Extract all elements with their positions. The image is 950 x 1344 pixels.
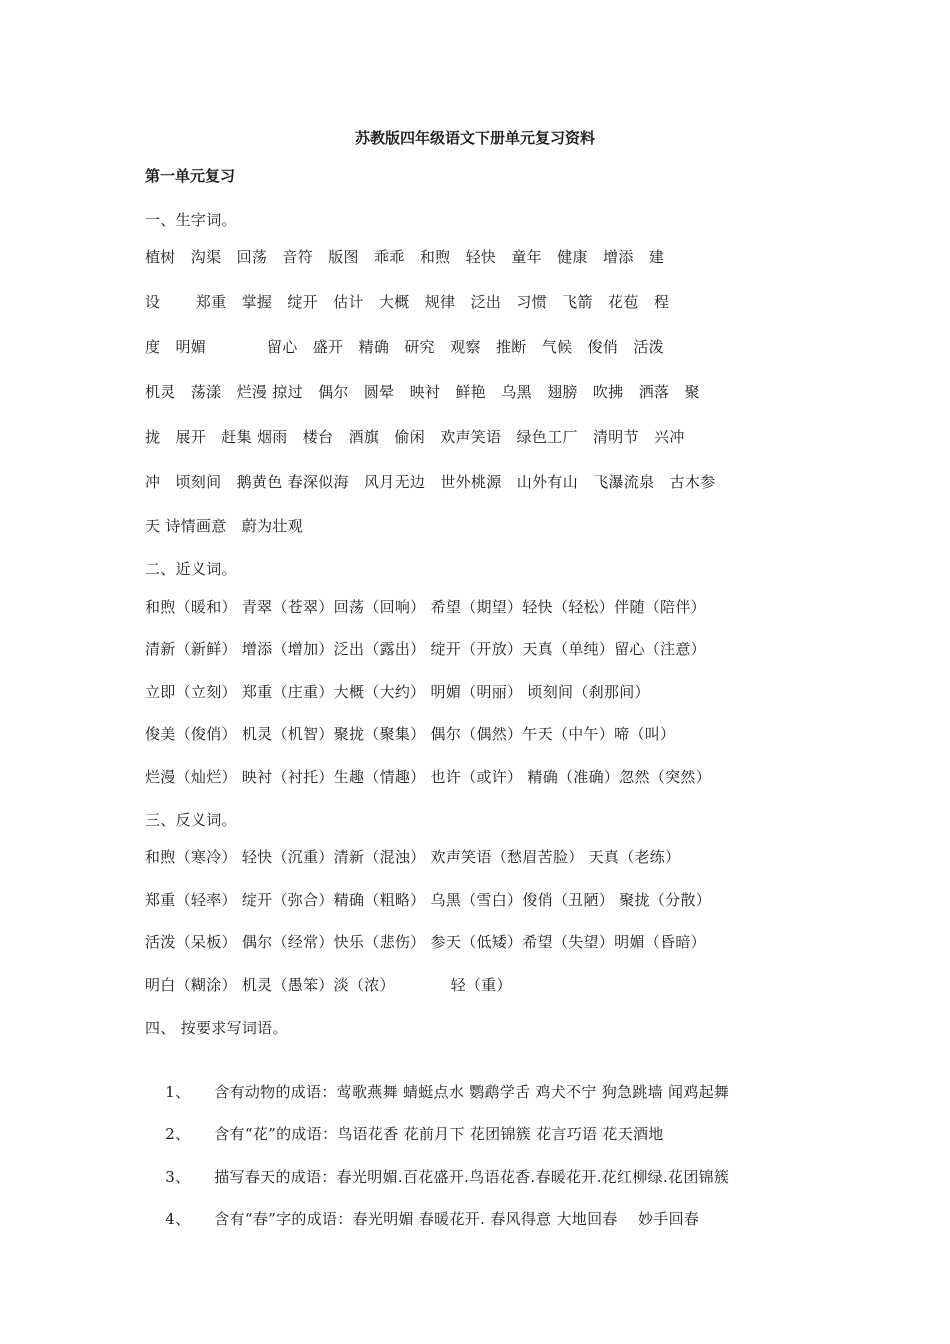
section-heading-new-words: 一、生字词。 (145, 211, 237, 229)
new-words-line: 拢 展开 赶集 烟雨 楼台 酒旗 偷闲 欢声笑语 绿色工厂 清明节 兴冲 (145, 428, 685, 446)
new-words-line: 机灵 荡漾 烂漫 掠过 偶尔 圆晕 映衬 鲜艳 乌黑 翅膀 吹拂 洒落 聚 (145, 383, 700, 401)
item-text: 描写春天的成语：春光明媚.百花盛开.鸟语花香.春暖花开.花红柳绿.花团锦簇 (214, 1168, 730, 1186)
new-words-line: 天 诗情画意 蔚为壮观 (145, 517, 303, 535)
new-words-line: 植树 沟渠 回荡 音符 版图 乖乖 和煦 轻快 童年 健康 增添 建 (145, 248, 665, 266)
item-text: 含有“花”的成语：鸟语花香 花前月下 花团锦簇 花言巧语 花天酒地 (214, 1125, 664, 1143)
item-number: 1、 (165, 1083, 191, 1101)
antonyms-line: 活泼（呆板） 偶尔（经常）快乐（悲伤） 参天（低矮）希望（失望）明媚（昏暗） (145, 933, 706, 951)
unit-heading: 第一单元复习 (145, 167, 236, 185)
synonyms-line: 烂漫（灿烂） 映衬（衬托）生趣（情趣） 也许（或许） 精确（准确）忽然（突然） (145, 768, 712, 786)
antonyms-line: 和煦（寒冷） 轻快（沉重）清新（混浊） 欢声笑语（愁眉苦脸） 天真（老练） (145, 848, 681, 866)
new-words-line: 设 郑重 掌握 绽开 估计 大概 规律 泛出 习惯 飞箭 花苞 程 (145, 293, 670, 311)
item-number: 3、 (165, 1168, 191, 1186)
section-heading-write-words: 四、 按要求写词语。 (145, 1019, 288, 1037)
antonyms-line: 明白（糊涂） 机灵（愚笨）淡（浓） 轻（重） (145, 976, 512, 994)
synonyms-line: 和煦（暖和） 青翠（苍翠）回荡（回响） 希望（期望）轻快（轻松）伴随（陪伴） (145, 598, 706, 616)
item-text: 含有“春”字的成语：春光明媚 春暖花开. 春风得意 大地回春 妙手回春 (214, 1210, 700, 1228)
synonyms-line: 俊美（俊俏） 机灵（机智）聚拢（聚集） 偶尔（偶然）午天（中午）啼（叫） (145, 725, 676, 743)
new-words-line: 度 明媚 留心 盛开 精确 研究 观察 推断 气候 俊俏 活泼 (145, 338, 664, 356)
item-text: 含有动物的成语：莺歌燕舞 蜻蜓点水 鹦鹉学舌 鸡犬不宁 狗急跳墙 闻鸡起舞 (214, 1083, 730, 1101)
item-number: 2、 (165, 1125, 191, 1143)
synonyms-line: 清新（新鲜） 增添（增加）泛出（露出） 绽开（开放）天真（单纯）留心（注意） (145, 640, 706, 658)
item-number: 4、 (165, 1210, 191, 1228)
new-words-line: 冲 顷刻间 鹅黄色 春深似海 风月无边 世外桃源 山外有山 飞瀑流泉 古木参 (145, 473, 716, 491)
section-heading-antonyms: 三、反义词。 (145, 811, 237, 829)
synonyms-line: 立即（立刻） 郑重（庄重）大概（大约） 明媚（明丽） 顷刻间（刹那间） (145, 683, 650, 701)
write-item (145, 1186, 699, 1252)
document-title: 苏教版四年级语文下册单元复习资料 (354, 129, 595, 147)
antonyms-line: 郑重（轻率） 绽开（弥合）精确（粗略） 乌黑（雪白）俊俏（丑陋） 聚拢（分散） (145, 891, 712, 909)
section-heading-synonyms: 二、近义词。 (145, 560, 237, 578)
